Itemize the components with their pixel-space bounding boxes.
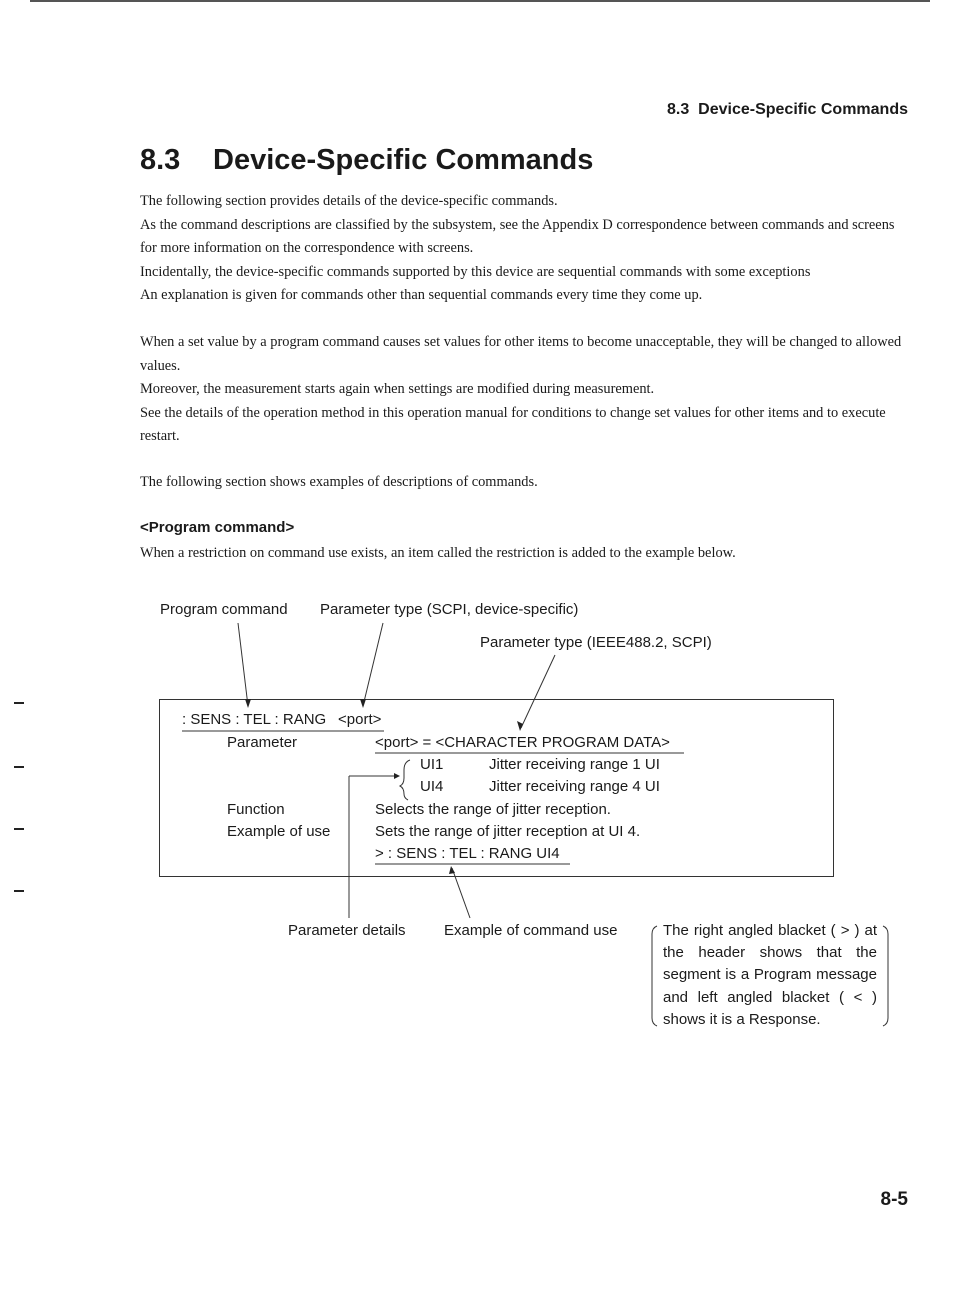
command-header: : SENS : TEL : RANG <box>182 711 327 728</box>
example-command: > : SENS : TEL : RANG UI4 <box>375 845 560 862</box>
arrowhead <box>517 721 523 731</box>
label-program-command: Program command <box>160 601 288 618</box>
paragraph: Incidentally, the device-specific commands supported by this device are sequential commands with some exceptions <box>140 263 811 280</box>
option-code: UI4 <box>420 778 444 795</box>
option-desc: Jitter receiving range 4 UI <box>489 778 660 795</box>
paragraph: When a set value by a program command causes set values for other items to become unacceptable, they will be changed to allowed values. <box>140 334 902 374</box>
label-param-type-ieee: Parameter type (IEEE488.2, SCPI) <box>480 634 712 651</box>
arrowhead <box>245 699 251 708</box>
option-desc: Jitter receiving range 1 UI <box>489 756 660 773</box>
pointer-param-type-device <box>363 623 383 706</box>
arrowhead <box>449 866 455 874</box>
paragraph: As the command descriptions are classified by the subsystem, see the Appendix D correspondence between commands and screens for more information on the correspondence with screens. <box>140 216 895 256</box>
command-port: <port> <box>338 711 382 728</box>
label-example-command-use: Example of command use <box>444 922 618 939</box>
parameter-label: Parameter <box>227 734 298 751</box>
options-brace <box>400 760 410 800</box>
paragraph: The following section provides details of the device-specific commands. <box>140 193 558 209</box>
example-text: Sets the range of jitter reception at UI 4. <box>375 823 641 840</box>
example-label: Example of use <box>227 823 331 840</box>
function-text: Selects the range of jitter reception. <box>375 801 611 818</box>
pointer-example-command <box>452 868 470 918</box>
arrowhead <box>394 773 400 779</box>
section-number: 8.3 <box>140 144 181 176</box>
pointer-param-type-ieee <box>521 655 555 728</box>
page-number: 8-5 <box>880 1189 908 1210</box>
subsection-text: When a restriction on command use exists, an item called the restriction is added to the example below. <box>140 545 736 561</box>
label-parameter-details: Parameter details <box>288 922 406 939</box>
side-note-left-bracket <box>652 926 657 1026</box>
function-label: Function <box>227 801 285 818</box>
arrowhead <box>360 699 366 708</box>
section-title-text: Device-Specific Commands <box>213 144 594 176</box>
side-note-right-bracket <box>883 926 888 1026</box>
side-note-text: The right angled blacket ( > ) at the header shows that the segment is a Program message and left angled blacket ( < ) shows it is a Response. <box>663 922 877 1028</box>
pointer-program-command <box>238 623 248 706</box>
option-code: UI1 <box>420 756 444 773</box>
running-head: 8.3 Device-Specific Commands <box>667 101 908 118</box>
subsection-title: <Program command> <box>140 519 295 536</box>
paragraph: See the details of the operation method in this operation manual for conditions to change set values for other items and to execute restart. <box>140 404 886 444</box>
paragraph: Moreover, the measurement starts again when settings are modified during measurement. <box>140 381 655 397</box>
label-param-type-device: Parameter type (SCPI, device-specific) <box>320 601 579 618</box>
examples-intro: The following section shows examples of descriptions of commands. <box>140 474 538 490</box>
paragraph: An explanation is given for commands other than sequential commands every time they come up. <box>140 287 703 303</box>
parameter-definition: <port> = <CHARACTER PROGRAM DATA> <box>375 734 670 751</box>
